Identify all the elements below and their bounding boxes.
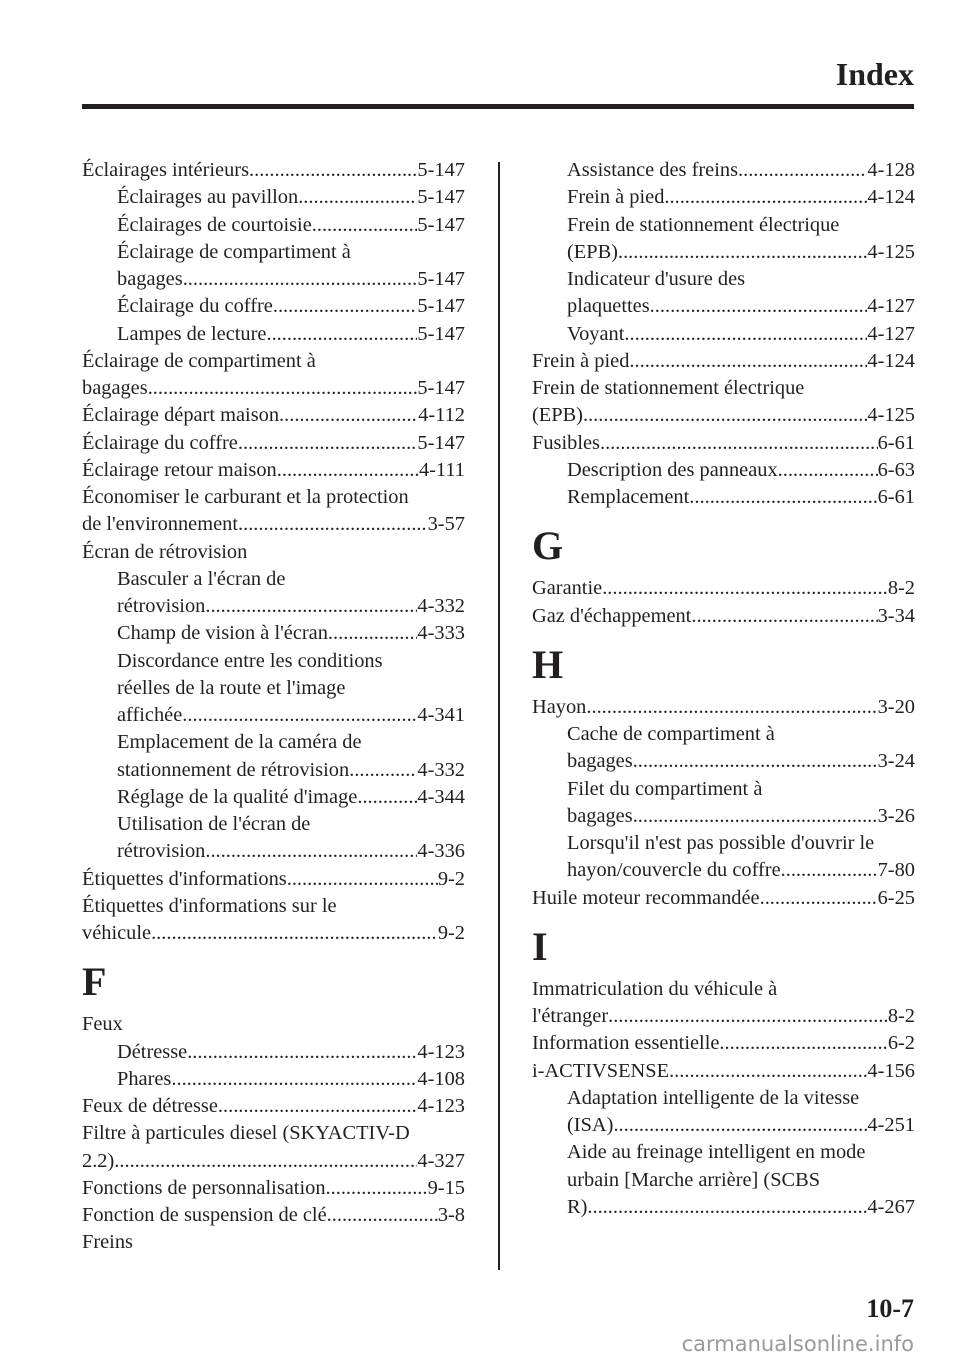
- entry-text: urbain [Marche arrière] (SCBS: [567, 1168, 821, 1191]
- entry-text: Frein à pied: [567, 186, 665, 209]
- entry-text: Étiquettes d'informations: [82, 867, 287, 890]
- index-subentry: [532, 184, 915, 211]
- entry-text: Basculer a l'écran de: [117, 567, 286, 590]
- index-entry: [82, 1148, 465, 1175]
- index-entry: [532, 885, 915, 912]
- entry-page-ref: 5-147: [417, 377, 465, 399]
- dot-leader: [650, 293, 868, 320]
- entry-page-ref: 4-344: [417, 785, 465, 808]
- section-letter: I: [532, 923, 548, 969]
- entry-text: (ISA): [567, 1114, 614, 1136]
- entry-page-ref: 9-2: [437, 867, 465, 890]
- entry-page-ref: 6-61: [877, 486, 915, 508]
- index-column-right: [532, 157, 915, 1221]
- entry-text: affichée: [117, 704, 183, 726]
- dot-leader: [277, 457, 419, 484]
- index-entry: [82, 539, 465, 566]
- section-letter: G: [532, 523, 564, 569]
- index-subentry: [532, 266, 915, 293]
- entry-text: Cache de compartiment à: [567, 723, 775, 745]
- entry-page-ref: 6-61: [877, 431, 915, 454]
- dot-leader: [218, 1093, 418, 1120]
- entry-text: Lampes de lecture: [117, 322, 267, 345]
- entry-text: Discordance entre les conditions: [117, 649, 383, 672]
- index-entry: [532, 1058, 915, 1085]
- dot-leader: [151, 920, 438, 947]
- index-entry: [82, 1120, 465, 1147]
- dot-leader: [238, 511, 428, 538]
- index-column-left: [82, 157, 465, 1257]
- dot-leader: [781, 857, 878, 884]
- entry-text: Réglage de la qualité d'image: [117, 785, 358, 808]
- index-subentry: [532, 1085, 915, 1112]
- index-subentry: [82, 811, 465, 838]
- entry-page-ref: 9-2: [437, 922, 465, 944]
- index-subentry: [82, 729, 465, 756]
- dot-leader: [298, 184, 417, 211]
- dot-leader: [587, 1194, 867, 1221]
- entry-page-ref: 4-128: [867, 159, 915, 181]
- entry-text: Éclairages intérieurs: [82, 159, 250, 181]
- index-subentry: [532, 239, 915, 266]
- index-subentry: [82, 184, 465, 211]
- dot-leader: [691, 603, 877, 630]
- dot-leader: [602, 575, 888, 602]
- dot-leader: [238, 430, 418, 457]
- dot-leader: [327, 1202, 438, 1229]
- index-entry: [82, 511, 465, 538]
- index-entry: [82, 866, 465, 893]
- entry-text: Filtre à particules diesel (SKYACTIV-D: [82, 1122, 410, 1145]
- index-subentry: [532, 776, 915, 803]
- entry-text: bagages: [82, 377, 148, 399]
- index-subentry: [82, 593, 465, 620]
- entry-page-ref: 4-332: [417, 758, 465, 781]
- entry-text: Champ de vision à l'écran: [117, 622, 328, 645]
- entry-text: Lorsqu'il n'est pas possible d'ouvrir le: [567, 832, 875, 854]
- dot-leader: [357, 784, 417, 811]
- index-subentry: [532, 857, 915, 884]
- entry-page-ref: 8-2: [887, 577, 915, 600]
- entry-page-ref: 5-147: [417, 322, 465, 345]
- entry-page-ref: 3-20: [877, 695, 915, 718]
- index-entry: [82, 1175, 465, 1202]
- dot-leader: [266, 321, 417, 348]
- entry-page-ref: 5-147: [417, 431, 465, 454]
- entry-text: Information essentielle: [532, 1032, 720, 1055]
- dot-leader: [778, 457, 878, 484]
- index-subentry: [82, 620, 465, 647]
- index-subentry: [532, 293, 915, 320]
- dot-leader: [148, 375, 418, 402]
- dot-leader: [171, 1066, 417, 1093]
- entry-text: véhicule: [82, 922, 152, 944]
- entry-text: plaquettes: [567, 295, 650, 318]
- entry-text: i-ACTIVSENSE: [532, 1059, 670, 1082]
- dot-leader: [312, 212, 418, 239]
- entry-text: Économiser le carburant et la protection: [82, 486, 409, 508]
- dot-leader: [183, 266, 418, 293]
- index-entry: [82, 457, 465, 484]
- entry-page-ref: 3-26: [877, 804, 915, 827]
- index-entry: [82, 1093, 465, 1120]
- entry-page-ref: 6-25: [877, 886, 915, 909]
- entry-page-ref: 4-124: [867, 186, 915, 209]
- index-entry: [532, 1030, 915, 1057]
- entry-text: stationnement de rétrovision: [117, 758, 350, 781]
- entry-text: Fonctions de personnalisation: [82, 1176, 326, 1199]
- index-entry: [532, 348, 915, 375]
- index-entry: [82, 348, 465, 375]
- entry-text: R): [567, 1195, 588, 1218]
- index-subentry: [82, 321, 465, 348]
- entry-text: Assistance des freins: [567, 159, 739, 181]
- dot-leader: [664, 184, 867, 211]
- entry-text: Gaz d'échappement: [532, 604, 692, 627]
- index-subentry: [82, 239, 465, 266]
- index-subentry: [82, 1066, 465, 1093]
- dot-leader: [205, 838, 417, 865]
- index-entry: [532, 603, 915, 630]
- entry-text: Fusibles: [532, 431, 600, 454]
- entry-page-ref: 8-2: [887, 1005, 915, 1027]
- dot-leader: [187, 1039, 417, 1066]
- entry-page-ref: 4-127: [867, 295, 915, 318]
- entry-text: Éclairage du coffre: [82, 431, 238, 454]
- entry-text: réelles de la route et l'image: [117, 676, 346, 699]
- entry-text: Aide au freinage intelligent en mode: [567, 1141, 866, 1164]
- entry-text: Utilisation de l'écran de: [117, 813, 311, 835]
- index-entry: [532, 575, 915, 602]
- entry-text: Écran de rétrovision: [82, 540, 248, 563]
- entry-text: Éclairage de compartiment à: [117, 240, 351, 263]
- entry-page-ref: 5-147: [417, 295, 465, 318]
- entry-text: Détresse: [117, 1040, 188, 1063]
- index-entry: [82, 484, 465, 511]
- dot-leader: [760, 885, 878, 912]
- dot-leader: [583, 402, 867, 429]
- entry-text: Fonction de suspension de clé: [82, 1204, 327, 1226]
- dot-leader: [586, 694, 877, 721]
- dot-leader: [633, 803, 878, 830]
- entry-page-ref: 3-24: [877, 750, 915, 773]
- entry-page-ref: 9-15: [427, 1176, 465, 1199]
- entry-text: Indicateur d'usure des: [567, 268, 746, 290]
- dot-leader: [349, 757, 417, 784]
- entry-text: Huile moteur recommandée: [532, 886, 760, 909]
- index-subentry: [532, 1167, 915, 1194]
- entry-text: Garantie: [532, 577, 603, 600]
- entry-page-ref: 5-147: [417, 159, 465, 181]
- index-subentry: [82, 566, 465, 593]
- entry-text: bagages: [567, 750, 633, 773]
- entry-page-ref: 7-80: [877, 859, 915, 882]
- entry-page-ref: 3-57: [427, 513, 465, 536]
- entry-text: Freins: [82, 1231, 133, 1254]
- entry-page-ref: 3-8: [437, 1204, 465, 1226]
- entry-page-ref: 4-332: [417, 595, 465, 617]
- index-subentry: [82, 757, 465, 784]
- entry-text: bagages: [117, 268, 183, 290]
- entry-text: Immatriculation du véhicule à: [532, 977, 778, 1000]
- dot-leader: [273, 293, 418, 320]
- index-subentry: [532, 721, 915, 748]
- dot-leader: [608, 1003, 888, 1030]
- index-entry: [82, 1011, 465, 1038]
- entry-text: Feux: [82, 1013, 123, 1036]
- index-entry: [82, 375, 465, 402]
- entry-text: Voyant: [567, 322, 625, 345]
- index-entry: [82, 157, 465, 184]
- index-entry: [532, 694, 915, 721]
- entry-text: Éclairage départ maison: [82, 404, 280, 427]
- index-subentry: [82, 266, 465, 293]
- section-letter: H: [532, 641, 564, 687]
- entry-page-ref: 4-123: [417, 1095, 465, 1117]
- entry-text: Hayon: [532, 695, 587, 718]
- index-entry: [82, 920, 465, 947]
- dot-leader: [629, 348, 867, 375]
- entry-text: hayon/couvercle du coffre: [567, 859, 781, 882]
- index-subentry: [82, 784, 465, 811]
- entry-page-ref: 4-108: [417, 1067, 465, 1090]
- index-entry: [532, 375, 915, 402]
- dot-leader: [669, 1058, 867, 1085]
- index-subentry: [532, 321, 915, 348]
- index-subentry: [532, 1112, 915, 1139]
- entry-page-ref: 4-123: [417, 1040, 465, 1063]
- entry-text: 2.2): [82, 1149, 115, 1172]
- entry-text: Feux de détresse: [82, 1095, 218, 1117]
- entry-page-ref: 4-156: [867, 1059, 915, 1082]
- entry-text: Frein de stationnement électrique: [567, 213, 840, 236]
- entry-page-ref: 5-147: [417, 268, 465, 290]
- entry-page-ref: 4-125: [867, 404, 915, 427]
- index-entry: [82, 1202, 465, 1229]
- index-subentry: [82, 293, 465, 320]
- index-entry: [82, 430, 465, 457]
- entry-text: rétrovision: [117, 840, 206, 863]
- index-subentry: [532, 830, 915, 857]
- dot-leader: [205, 593, 417, 620]
- dot-leader: [600, 430, 878, 457]
- dot-leader: [249, 157, 417, 184]
- entry-page-ref: 4-327: [417, 1149, 465, 1172]
- index-subentry: [82, 212, 465, 239]
- entry-text: (EPB): [567, 240, 618, 263]
- entry-text: Frein à pied: [532, 349, 630, 372]
- watermark: carmanualsonline.info: [681, 1332, 914, 1356]
- dot-leader: [114, 1148, 417, 1175]
- index-subentry: [82, 675, 465, 702]
- entry-text: Description des panneaux: [567, 458, 778, 481]
- entry-text: Adaptation intelligente de la vitesse: [567, 1086, 860, 1109]
- dot-leader: [738, 157, 867, 184]
- dot-leader: [287, 866, 438, 893]
- entry-text: Éclairages de courtoisie: [117, 213, 312, 236]
- dot-leader: [279, 402, 418, 429]
- entry-page-ref: 4-124: [867, 349, 915, 372]
- entry-page-ref: 5-147: [417, 213, 465, 236]
- index-subentry: [532, 1139, 915, 1166]
- index-subentry: [532, 803, 915, 830]
- index-subentry: [532, 457, 915, 484]
- section-letter: F: [82, 959, 107, 1005]
- entry-page-ref: 5-147: [417, 186, 465, 209]
- entry-page-ref: 4-111: [418, 458, 465, 481]
- index-subentry: [82, 838, 465, 865]
- entry-text: (EPB): [532, 404, 583, 427]
- entry-page-ref: 6-63: [877, 458, 915, 481]
- index-entry: [82, 893, 465, 920]
- index-subentry: [82, 702, 465, 729]
- index-entry: [532, 976, 915, 1003]
- index-entry: [82, 1229, 465, 1256]
- index-entry: [532, 1003, 915, 1030]
- entry-text: l'étranger: [532, 1005, 609, 1027]
- entry-text: Filet du compartiment à: [567, 777, 763, 800]
- entry-page-ref: 4-125: [867, 240, 915, 263]
- entry-text: Phares: [117, 1067, 172, 1090]
- index-subentry: [532, 484, 915, 511]
- page-header-title: Index: [835, 56, 914, 92]
- dot-leader: [182, 702, 417, 729]
- dot-leader: [618, 239, 867, 266]
- index-subentry: [532, 1194, 915, 1221]
- index-entry: [532, 402, 915, 429]
- entry-page-ref: 4-112: [418, 404, 465, 427]
- entry-page-ref: 4-333: [417, 622, 465, 645]
- index-subentry: [82, 1039, 465, 1066]
- header-rule: [82, 104, 914, 109]
- entry-text: Frein de stationnement électrique: [532, 377, 805, 399]
- index-entry: [82, 402, 465, 429]
- dot-leader: [689, 484, 877, 511]
- dot-leader: [633, 748, 878, 775]
- entry-text: Éclairages au pavillon: [117, 186, 299, 209]
- entry-page-ref: 4-267: [867, 1195, 915, 1218]
- dot-leader: [326, 1175, 428, 1202]
- entry-page-ref: 3-34: [877, 604, 915, 627]
- entry-page-ref: 4-341: [417, 704, 465, 726]
- entry-text: Étiquettes d'informations sur le: [82, 894, 337, 917]
- entry-text: de l'environnement: [82, 513, 238, 536]
- index-subentry: [532, 748, 915, 775]
- dot-leader: [719, 1030, 887, 1057]
- entry-text: Remplacement: [567, 486, 690, 508]
- entry-page-ref: 4-336: [417, 840, 465, 863]
- index-entry: [532, 430, 915, 457]
- index-subentry: [532, 212, 915, 239]
- entry-text: Emplacement de la caméra de: [117, 731, 362, 754]
- entry-text: Éclairage de compartiment à: [82, 349, 316, 372]
- column-divider: [498, 162, 500, 1270]
- entry-text: rétrovision: [117, 595, 206, 617]
- dot-leader: [328, 620, 418, 647]
- index-subentry: [532, 157, 915, 184]
- entry-page-ref: 4-251: [867, 1114, 915, 1136]
- dot-leader: [624, 321, 867, 348]
- page-number: 10-7: [866, 1294, 914, 1323]
- index-subentry: [82, 648, 465, 675]
- entry-page-ref: 6-2: [887, 1032, 915, 1055]
- entry-text: bagages: [567, 804, 633, 827]
- entry-text: Éclairage retour maison: [82, 458, 277, 481]
- entry-page-ref: 4-127: [867, 322, 915, 345]
- entry-text: Éclairage du coffre: [117, 295, 273, 318]
- dot-leader: [613, 1112, 867, 1139]
